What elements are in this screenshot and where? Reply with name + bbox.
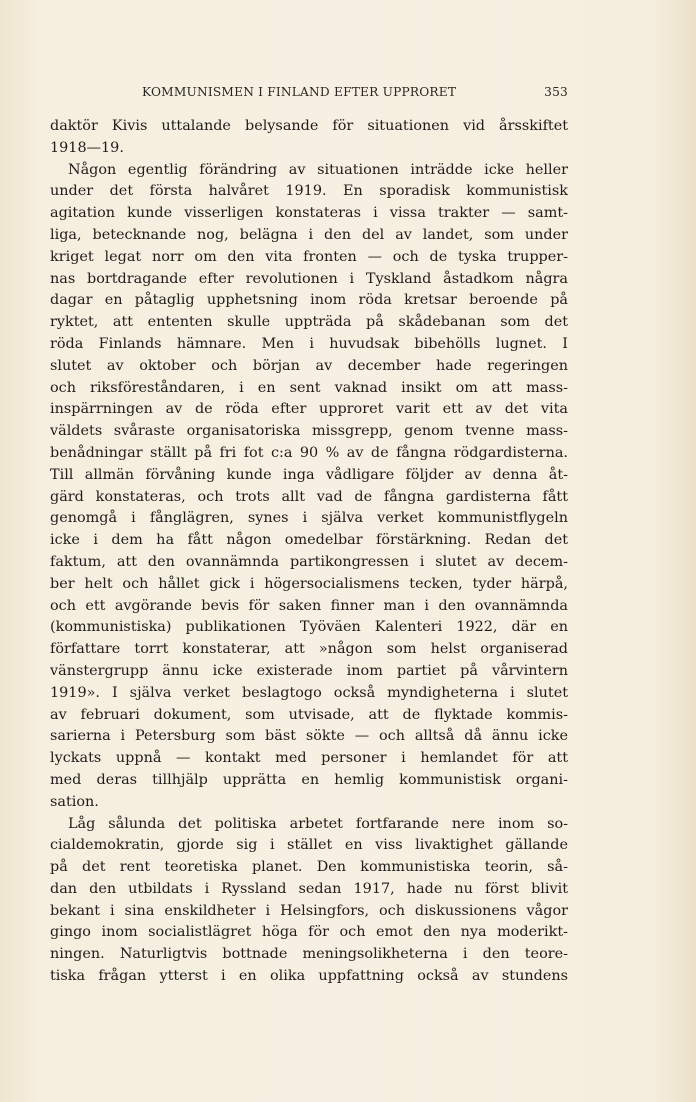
text-line: sarierna i Petersburg som bäst sökte — och alltså då ännu icke [50,728,568,745]
text-line: slutet av oktober och början av december hade regeringen [50,357,568,374]
text-line: icke i dem ha fått någon omedelbar förstärkning. Redan det [50,532,568,549]
text-line: på det rent teoretiska planet. Den kommunistiska teorin, så- [50,859,568,876]
text-line: 1918—19. [50,139,124,156]
text-line: dagar en påtaglig upphetsning inom röda kretsar beroende på [50,292,568,309]
text-line: av februari dokument, som utvisade, att de flyktade kommis- [50,706,568,723]
text-line: och riksföreståndaren, i en sent vaknad insikt om att mass- [50,379,568,396]
text-line: inspärrningen av de röda efter upproret varit ett av det vita [50,401,568,418]
text-line: liga, betecknande nog, belägna i den del av landet, som under [50,226,568,243]
text-line: 1919». I själva verket beslagtogo också myndigheterna i slutet [50,684,568,701]
text-line: röda Finlands hämnare. Men i huvudsak bibehölls lugnet. I [50,335,568,352]
text-line: vänstergrupp ännu icke existerade inom partiet på vårvintern [50,662,568,679]
text-line: gingo inom socialistlägret höga för och emot den nya moderikt- [50,924,568,941]
text-line: Till allmän förvåning kunde inga vådligare följder av denna åt- [50,466,568,483]
text-line: gärd konstateras, och trots allt vad de fångna gardisterna fått [50,488,568,505]
text-line: Någon egentlig förändring av situationen inträdde icke heller [68,161,568,178]
text-line: tiska frågan ytterst i en olika uppfattning också av stundens [50,968,568,985]
text-line: ningen. Naturligtvis bottnade meningsolikheterna i den teore- [50,946,568,963]
text-line: väldets svåraste organisatoriska missgrepp, genom tvenne mass- [50,423,568,440]
text-line: författare torrt konstaterar, att »någon som helst organiserad [50,641,568,658]
page-number: 353 [544,85,568,99]
text-line: dan den utbildats i Ryssland sedan 1917, hade nu först blivit [50,880,568,897]
text-line: med deras tillhjälp upprätta en hemlig kommunistisk organi- [50,771,568,788]
text-line: Låg sålunda det politiska arbetet fortfarande nere inom so- [68,815,568,832]
text-line: bekant i sina enskildheter i Helsingfors, och diskussionens vågor [50,902,568,919]
text-line: ryktet, att ententen skulle uppträda på skådebanan som det [50,314,568,331]
text-line: agitation kunde visserligen konstateras i vissa trakter — samt- [50,205,568,222]
text-line: (kommunistiska) publikationen Työväen Kalenteri 1922, där en [50,619,568,636]
running-title: KOMMUNISMEN I FINLAND EFTER UPPRORET [142,85,457,99]
text-line: faktum, att den ovannämnda partikongressen i slutet av decem- [50,553,568,570]
text-line: cialdemokratin, gjorde sig i stället en viss livaktighet gällande [50,837,568,854]
text-line: genomgå i fånglägren, synes i själva verket kommunistflygeln [50,510,568,527]
text-line: benådningar ställt på fri fot c:a 90 % av de fångna rödgardisterna. [50,444,568,461]
text-line: kriget legat norr om den vita fronten — och de tyska trupper- [50,248,568,265]
text-line: ber helt och hållet gick i högersocialismens tecken, tyder härpå, [50,575,568,592]
text-line: och ett avgörande bevis för saken finner man i den ovannämnda [50,597,568,614]
body-text [50,116,568,988]
text-line: daktör Kivis uttalande belysande för situationen vid årsskiftet [50,118,568,134]
text-line: lyckats uppnå — kontakt med personer i hemlandet för att [50,750,568,767]
text-line: nas bortdragande efter revolutionen i Tyskland åstadkom några [50,270,568,287]
text-line: sation. [50,793,99,810]
text-line: under det första halvåret 1919. En sporadisk kommunistisk [50,183,568,200]
